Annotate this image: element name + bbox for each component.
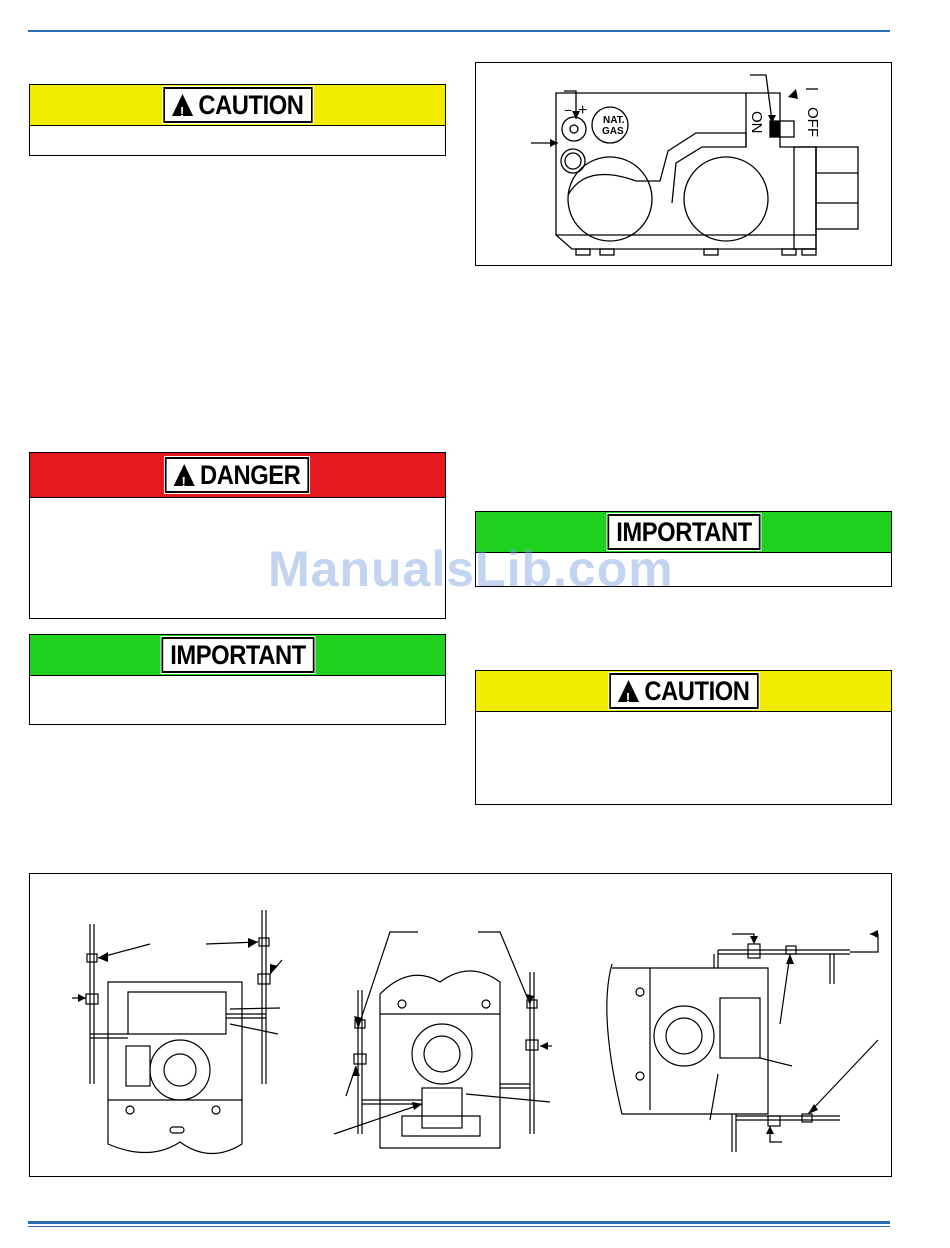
important-text-right: IMPORTANT	[615, 517, 752, 547]
piping-drawing	[30, 874, 891, 1176]
minus-sign: −	[564, 102, 573, 118]
warning-triangle-icon	[172, 94, 193, 116]
bottom-rule-thin	[28, 1226, 890, 1227]
caution-label-right	[609, 673, 758, 709]
nat-gas-label-2: GAS	[602, 126, 624, 137]
caution-box-top	[29, 84, 446, 156]
important-box-left	[29, 634, 446, 725]
top-rule	[28, 30, 890, 32]
important-label-left	[161, 637, 314, 673]
caution-box-right	[475, 670, 892, 805]
piping-figure	[29, 873, 892, 1177]
danger-text: DANGER	[200, 460, 301, 490]
caution-header-right	[476, 671, 891, 712]
plus-sign: +	[578, 102, 588, 119]
gas-valve-figure	[475, 62, 892, 266]
on-label: ON	[748, 111, 765, 134]
warning-triangle-icon	[618, 680, 639, 702]
caution-text: CAUTION	[198, 90, 304, 120]
important-text-left: IMPORTANT	[169, 640, 306, 670]
bottom-rule	[28, 1221, 890, 1224]
danger-header	[30, 453, 445, 498]
watermark: ManualsLib.com	[268, 541, 674, 597]
danger-label	[165, 457, 309, 493]
warning-triangle-icon	[174, 464, 195, 486]
off-label: OFF	[804, 107, 821, 137]
gas-valve-drawing	[476, 63, 891, 265]
caution-header	[30, 85, 445, 126]
caution-text-right: CAUTION	[644, 676, 750, 706]
caution-label	[163, 87, 312, 123]
nat-gas-label-1: NAT.	[603, 115, 625, 126]
important-header-left	[30, 635, 445, 676]
